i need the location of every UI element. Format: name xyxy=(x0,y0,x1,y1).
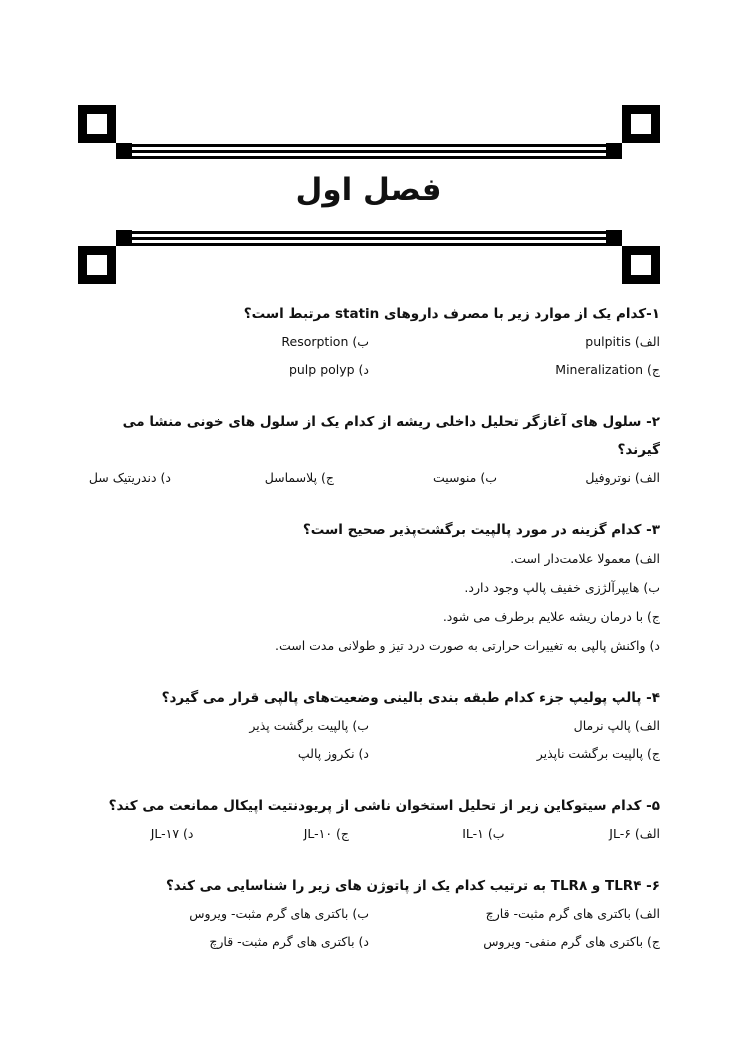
option-c: ج) باکتری های گرم منفی- ویروس xyxy=(483,934,660,949)
corner-ornament-top-right xyxy=(606,105,660,159)
question-text: ۵- کدام سیتوکاین زیر از تحلیل استخوان ناشی از پریودنتیت اپیکال ممانعت می کند؟ xyxy=(108,798,660,814)
option-b: ب) Resorption xyxy=(281,334,369,349)
question-text: ۴- پالپ پولیپ جزء کدام طبقه بندی بالینی وضعیت‌های پالپی قرار می گیرد؟ xyxy=(161,690,660,706)
option-b: ب) IL-۱ xyxy=(462,826,505,841)
option-c: ج) JL-۱۰ xyxy=(303,826,349,841)
question-1 xyxy=(78,300,660,384)
question-3 xyxy=(78,516,660,660)
option-a: الف) پالپ نرمال xyxy=(573,718,660,733)
option-b: ب) باکتری های گرم مثبت- ویروس xyxy=(189,906,369,921)
question-list xyxy=(78,300,660,956)
option-b: ب) هایپرآلژزی خفیف پالپ وجود دارد. xyxy=(464,580,660,595)
option-d: د) باکتری های گرم مثبت- قارچ xyxy=(209,934,369,949)
option-a: الف) باکتری های گرم مثبت- قارچ xyxy=(485,906,660,921)
option-a: الف) JL-۶ xyxy=(609,826,660,841)
option-a: الف) معمولا علامت‌دار است. xyxy=(510,551,660,566)
option-c: ج) با درمان ریشه علایم برطرف می شود. xyxy=(442,609,660,624)
question-text: ۳- کدام گزینه در مورد پالپیت برگشت‌پذیر صحیح است؟ xyxy=(302,522,660,538)
question-text: ۲- سلول های آغازگر تحلیل داخلی ریشه از کدام یک از سلول های خونی منشا می گیرند؟ xyxy=(122,414,660,458)
option-c: ج) Mineralization xyxy=(555,362,660,377)
question-2 xyxy=(78,408,660,492)
option-d: د) دندریتیک سل xyxy=(88,470,171,485)
corner-ornament-top-left xyxy=(78,105,132,159)
question-text: ۱-کدام یک از موارد زیر با مصرف داروهای statin مرتبط است؟ xyxy=(243,306,660,322)
question-6 xyxy=(78,872,660,956)
option-a: الف) pulpitis xyxy=(585,334,660,349)
option-c: ج) پالپیت برگشت ناپذیر xyxy=(536,746,660,761)
question-text: ۶- TLR۴ و TLR۸ به ترتیب کدام یک از پاتوژن های زیر را شناسایی می کند؟ xyxy=(165,878,660,894)
chapter-title: فصل اول xyxy=(295,172,442,208)
option-c: ج) پلاسماسل xyxy=(264,470,334,485)
option-a: الف) نوتروفیل xyxy=(585,470,660,485)
top-rule xyxy=(132,144,606,159)
option-b: ب) منوسیت xyxy=(432,470,497,485)
question-4 xyxy=(78,684,660,768)
corner-ornament-bottom-left xyxy=(78,230,132,284)
option-b: ب) پالپیت برگشت پذیر xyxy=(249,718,369,733)
option-d: د) JL-۱۷ xyxy=(150,826,194,841)
corner-ornament-bottom-right xyxy=(606,230,660,284)
option-d: د) واکنش پالپی به تغییرات حرارتی به صورت درد تیز و طولانی مدت است. xyxy=(274,638,660,653)
bottom-rule xyxy=(132,231,606,246)
question-5 xyxy=(78,792,660,848)
option-d: د) pulp polyp xyxy=(288,362,369,377)
option-d: د) نکروز پالپ xyxy=(297,746,369,761)
